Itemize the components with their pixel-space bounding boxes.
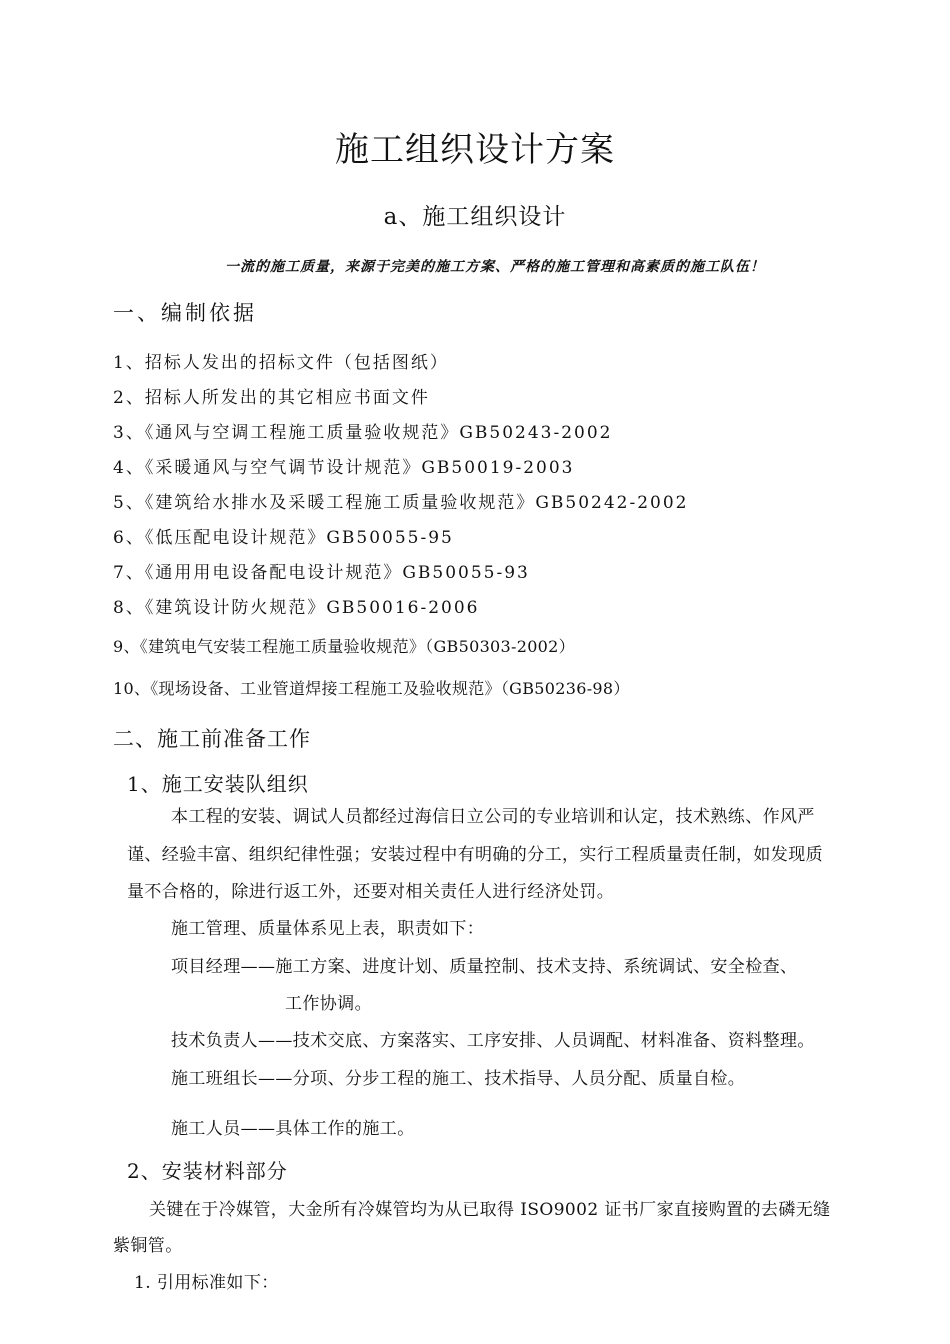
role-line: 施工人员——具体工作的施工。 (171, 1119, 415, 1139)
basis-item: 4、《采暖通风与空气调节设计规范》GB50019-2003 (113, 458, 575, 478)
paragraph-line: 紫铜管。 (113, 1236, 183, 1256)
responsibilities-intro: 施工管理、质量体系见上表，职责如下： (171, 919, 485, 939)
section-heading-preparation: 二、施工前准备工作 (113, 727, 311, 751)
standards-list-item: 1. 引用标准如下： (134, 1273, 279, 1293)
document-subtitle: a、施工组织设计 (383, 204, 567, 230)
paragraph-line: 本工程的安装、调试人员都经过海信日立公司的专业培训和认定，技术熟练、作风严 (171, 807, 815, 827)
subsection-heading-materials: 2、安装材料部分 (127, 1159, 288, 1183)
basis-item: 7、《通用用电设备配电设计规范》GB50055-93 (113, 563, 530, 583)
paragraph-line: 关键在于冷媒管，大金所有冷媒管均为从已取得 ISO9002 证书厂家直接购置的去磷无缝 (149, 1200, 831, 1220)
subsection-heading-team: 1、施工安装队组织 (127, 772, 309, 796)
basis-item: 2、招标人所发出的其它相应书面文件 (113, 388, 430, 408)
basis-item: 10、《现场设备、工业管道焊接工程施工及验收规范》（GB50236-98） (113, 679, 630, 698)
role-line: 技术负责人——技术交底、方案落实、工序安排、人员调配、材料准备、资料整理。 (171, 1031, 815, 1051)
document-title: 施工组织设计方案 (335, 130, 615, 170)
basis-item: 5、《建筑给水排水及采暖工程施工质量验收规范》GB50242-2002 (113, 493, 689, 513)
paragraph-line: 谨、经验丰富、组织纪律性强；安装过程中有明确的分工，实行工程质量责任制，如发现质 (127, 845, 823, 865)
basis-item: 1、招标人发出的招标文件（包括图纸） (113, 353, 449, 373)
role-line: 工作协调。 (285, 994, 372, 1014)
section-heading-basis: 一、编制依据 (113, 301, 257, 325)
paragraph-line: 量不合格的，除进行返工外，还要对相关责任人进行经济处罚。 (127, 882, 615, 902)
basis-item: 9、《建筑电气安装工程施工质量验收规范》（GB50303-2002） (113, 637, 575, 656)
basis-item: 6、《低压配电设计规范》GB50055-95 (113, 528, 454, 548)
slogan: 一流的施工质量，来源于完美的施工方案、严格的施工管理和高素质的施工队伍！ (225, 259, 765, 275)
basis-item: 8、《建筑设计防火规范》GB50016-2006 (113, 598, 480, 618)
role-line: 项目经理——施工方案、进度计划、质量控制、技术支持、系统调试、安全检查、 (171, 957, 798, 977)
role-line: 施工班组长——分项、分步工程的施工、技术指导、人员分配、质量自检。 (171, 1069, 746, 1089)
basis-item: 3、《通风与空调工程施工质量验收规范》GB50243-2002 (113, 423, 613, 443)
